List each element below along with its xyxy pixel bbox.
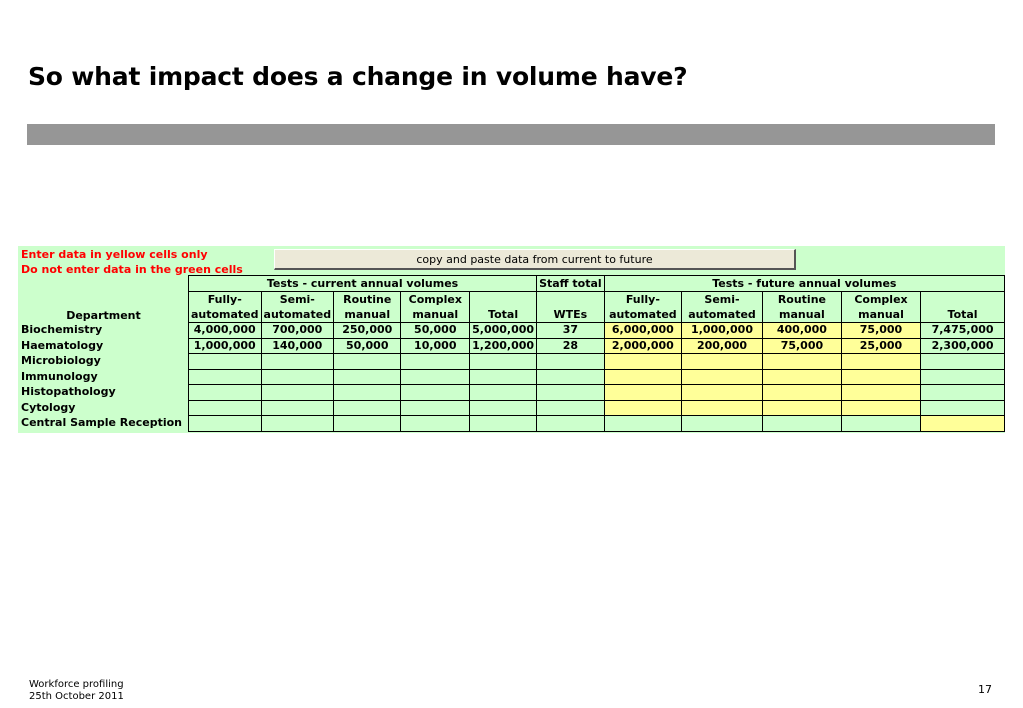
- value-cell: [401, 416, 470, 432]
- input-cell[interactable]: [841, 369, 920, 385]
- value-cell: [401, 354, 470, 370]
- value-cell: [334, 369, 401, 385]
- input-cell[interactable]: 75,000: [762, 338, 841, 354]
- input-cell[interactable]: [604, 385, 681, 401]
- column-header-line2: WTEs: [553, 308, 588, 321]
- input-cell[interactable]: 1,000,000: [682, 323, 763, 339]
- value-cell: [188, 369, 261, 385]
- value-cell: [261, 385, 334, 401]
- column-header: [537, 292, 605, 323]
- column-header-line2: automated: [263, 308, 332, 321]
- table-row: [18, 323, 1005, 339]
- column-header-line2: automated: [609, 308, 677, 321]
- department-name: Biochemistry: [21, 323, 103, 337]
- value-cell: [401, 385, 470, 401]
- value-cell: 2,300,000: [921, 338, 1005, 354]
- department-name: Cytology: [21, 400, 76, 414]
- spreadsheet-area: [18, 246, 1005, 433]
- note-yellow-cells: Enter data in yellow cells only: [21, 248, 208, 261]
- value-cell: [921, 385, 1005, 401]
- input-cell[interactable]: [841, 400, 920, 416]
- value-cell: [841, 416, 920, 432]
- input-cell[interactable]: [604, 354, 681, 370]
- value-cell: [921, 369, 1005, 385]
- column-header-line1: Complex: [854, 293, 908, 306]
- value-cell: [537, 385, 605, 401]
- value-cell: [334, 416, 401, 432]
- column-header-line1: Semi-: [279, 293, 315, 306]
- note-green-cells: Do not enter data in the green cells: [21, 263, 243, 276]
- value-cell: 1,000,000: [188, 338, 261, 354]
- value-cell: 250,000: [334, 323, 401, 339]
- column-header: [762, 292, 841, 323]
- department-header: Department: [66, 308, 141, 322]
- input-cell[interactable]: [682, 400, 763, 416]
- value-cell: 10,000: [401, 338, 470, 354]
- value-cell: [334, 354, 401, 370]
- input-cell[interactable]: 25,000: [841, 338, 920, 354]
- column-header-line1: Routine: [343, 293, 392, 306]
- value-cell: [334, 400, 401, 416]
- value-cell: 1,200,000: [470, 338, 537, 354]
- value-cell: 4,000,000: [188, 323, 261, 339]
- table-row: [18, 400, 1005, 416]
- table-row: [18, 385, 1005, 401]
- value-cell: [261, 354, 334, 370]
- footer-date: 25th October 2011: [29, 691, 124, 702]
- column-header-line2: automated: [190, 308, 259, 321]
- table-row: [18, 369, 1005, 385]
- column-header-line1: Semi-: [704, 293, 740, 306]
- value-cell: [470, 369, 537, 385]
- value-cell: [921, 354, 1005, 370]
- group-staff-total: Staff total: [537, 276, 605, 292]
- value-cell: [470, 416, 537, 432]
- value-cell: [334, 385, 401, 401]
- column-header-line2: automated: [688, 308, 756, 321]
- value-cell: [470, 354, 537, 370]
- department-name: Histopathology: [21, 385, 116, 399]
- group-future-volumes: Tests - future annual volumes: [604, 276, 1004, 292]
- value-cell: [682, 416, 763, 432]
- divider-bar: [27, 124, 995, 145]
- corner-cell: [18, 276, 188, 292]
- value-cell: [537, 354, 605, 370]
- input-cell[interactable]: [762, 385, 841, 401]
- volume-table: [18, 275, 1005, 432]
- input-cell[interactable]: [682, 354, 763, 370]
- value-cell: 28: [537, 338, 605, 354]
- value-cell: [470, 385, 537, 401]
- value-cell: [537, 416, 605, 432]
- input-cell[interactable]: 2,000,000: [604, 338, 681, 354]
- input-cell[interactable]: 6,000,000: [604, 323, 681, 339]
- input-cell[interactable]: [762, 369, 841, 385]
- value-cell: 5,000,000: [470, 323, 537, 339]
- footer-title: Workforce profiling: [29, 679, 124, 690]
- value-cell: [261, 400, 334, 416]
- column-header-line2: manual: [412, 308, 459, 321]
- input-cell[interactable]: [682, 369, 763, 385]
- footer: [29, 679, 124, 703]
- value-cell: 37: [537, 323, 605, 339]
- column-header: [401, 292, 470, 323]
- value-cell: [188, 385, 261, 401]
- value-cell: 140,000: [261, 338, 334, 354]
- column-header: [921, 292, 1005, 323]
- input-cell[interactable]: [921, 416, 1005, 432]
- copy-paste-button[interactable]: copy and paste data from current to future: [274, 249, 796, 270]
- table-row: [18, 416, 1005, 432]
- value-cell: [470, 400, 537, 416]
- column-header: [470, 292, 537, 323]
- input-cell[interactable]: 200,000: [682, 338, 763, 354]
- column-header-line2: Total: [947, 308, 978, 321]
- value-cell: 7,475,000: [921, 323, 1005, 339]
- column-header-line1: Routine: [777, 293, 826, 306]
- value-cell: [537, 369, 605, 385]
- department-name: Haematology: [21, 338, 104, 352]
- column-header: [682, 292, 763, 323]
- value-cell: 50,000: [401, 323, 470, 339]
- column-header-line1: Complex: [408, 293, 462, 306]
- value-cell: [921, 400, 1005, 416]
- value-cell: 700,000: [261, 323, 334, 339]
- value-cell: [261, 416, 334, 432]
- column-header-line2: manual: [344, 308, 391, 321]
- column-header: [188, 292, 261, 323]
- value-cell: [188, 354, 261, 370]
- column-header-line2: manual: [858, 308, 904, 321]
- input-cell[interactable]: [762, 354, 841, 370]
- page-number: 17: [978, 683, 992, 696]
- column-header-line2: Total: [488, 308, 519, 321]
- column-header: [841, 292, 920, 323]
- value-cell: [401, 400, 470, 416]
- value-cell: [604, 416, 681, 432]
- input-cell[interactable]: [762, 400, 841, 416]
- table-row: [18, 354, 1005, 370]
- column-header-line1: Fully-: [207, 293, 242, 306]
- value-cell: [261, 369, 334, 385]
- department-name: Central Sample Reception: [21, 416, 183, 430]
- group-current-volumes: Tests - current annual volumes: [188, 276, 536, 292]
- column-header: [261, 292, 334, 323]
- value-cell: [762, 416, 841, 432]
- value-cell: [188, 400, 261, 416]
- input-cell[interactable]: [841, 385, 920, 401]
- table-row: [18, 338, 1005, 354]
- value-cell: 50,000: [334, 338, 401, 354]
- department-name: Immunology: [21, 369, 98, 383]
- input-cell[interactable]: 75,000: [841, 323, 920, 339]
- column-header: [334, 292, 401, 323]
- value-cell: [188, 416, 261, 432]
- instruction-notes: [21, 247, 243, 277]
- value-cell: [537, 400, 605, 416]
- input-cell[interactable]: [682, 385, 763, 401]
- column-header-line1: Fully-: [625, 293, 660, 306]
- value-cell: [401, 369, 470, 385]
- column-header: [604, 292, 681, 323]
- input-cell[interactable]: 400,000: [762, 323, 841, 339]
- column-header-line2: manual: [779, 308, 825, 321]
- slide-title: So what impact does a change in volume have?: [28, 62, 688, 91]
- department-name: Microbiology: [21, 354, 101, 368]
- input-cell[interactable]: [841, 354, 920, 370]
- input-cell[interactable]: [604, 369, 681, 385]
- input-cell[interactable]: [604, 400, 681, 416]
